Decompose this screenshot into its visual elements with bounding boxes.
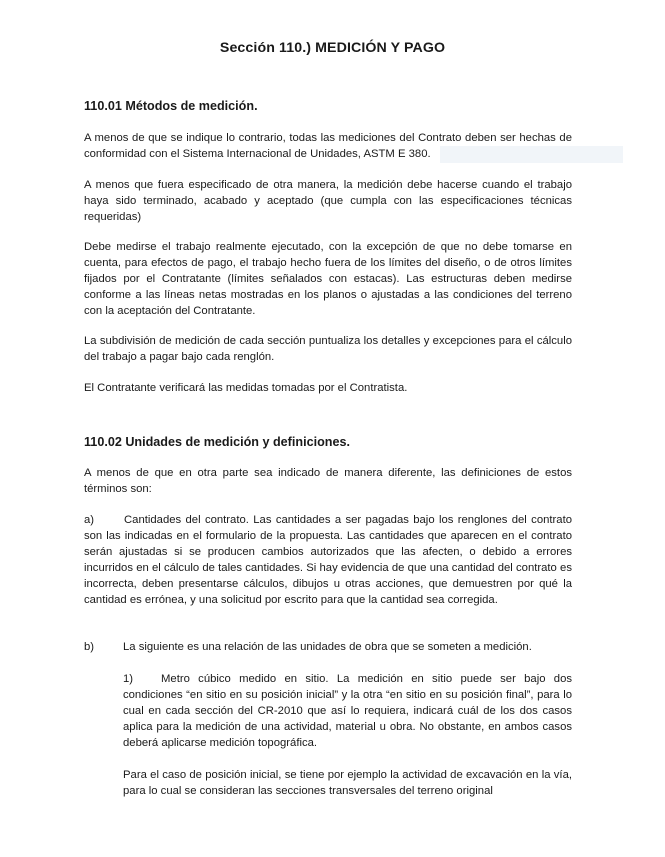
section-heading-110-01: 110.01 Métodos de medición. [84, 99, 258, 113]
paragraph: A menos de que en otra parte sea indicado de manera diferente, las definiciones de estos términos son: [84, 467, 572, 495]
paragraph: A menos de que se indique lo contrario, todas las mediciones del Contrato deben ser hechas de conformidad con el Sistema Internacional de Unidades, ASTM E 380. [84, 132, 572, 160]
paragraph: La subdivisión de medición de cada sección puntualiza los detalles y excepciones para el cálculo del trabajo a pagar bajo cada renglón. [84, 335, 572, 363]
list-item-b: La siguiente es una relación de las unidades de obra que se someten a medición. [123, 641, 532, 653]
paragraph: A menos que fuera especificado de otra manera, la medición debe hacerse cuando el trabajo haya sido terminado, acabado y aceptado (que cumpla con las especificaciones técnicas requeridas) [84, 179, 572, 223]
list-marker-a: a) [84, 514, 95, 526]
list-item-a: Cantidades del contrato. Las cantidades a ser pagadas bajo los renglones del contrato son las indicadas en el formulario de la propuesta. Las cantidades que aparecen en el contrato serán ajustadas si se producen cambios autorizados que las afecten, o debido a errores incurridos en el cálculo de tales cantidades. Si hay evidencia de que una cantidad del contrato es incorrecta, deben presentarse cálculos, dibujos u otras acciones, que demuestren por qué la cantidad es errónea, y una solicitud por escrito para que la cantidad sea corregida. [84, 514, 572, 606]
page-title: Sección 110.) MEDICIÓN Y PAGO [219, 40, 446, 56]
list-item-1: Metro cúbico medido en sitio. La medición en sitio puede ser bajo dos condiciones “en sitio en su posición inicial” y la otra “en sitio en su posición final”, para lo cual en cada sección del CR-2010 que así lo requiera, indicará cuál de los dos casos aplica para la medición de una actividad, material u obra. No obstante, en ambos casos deberá aplicarse medición topográfica. [123, 673, 572, 749]
paragraph: El Contratante verificará las medidas tomadas por el Contratista. [84, 382, 408, 394]
list-marker-b: b) [84, 641, 95, 653]
paragraph: Para el caso de posición inicial, se tiene por ejemplo la actividad de excavación en la vía, para lo cual se consideran las secciones transversales del terreno original [123, 769, 572, 797]
section-heading-110-02: 110.02 Unidades de medición y definiciones. [84, 435, 350, 449]
list-marker-1: 1) [123, 673, 134, 685]
paragraph: Debe medirse el trabajo realmente ejecutado, con la excepción de que no debe tomarse en cuenta, para efectos de pago, el trabajo hecho fuera de los límites del diseño, o de otros límites fijados por el Contratante (límites señalados con estacas). Las estructuras deben medirse conforme a las líneas netas mostradas en los planos o ajustadas a las condiciones del terreno con la aceptación del Contratante. [84, 241, 572, 317]
watermark-overlay [440, 146, 623, 163]
